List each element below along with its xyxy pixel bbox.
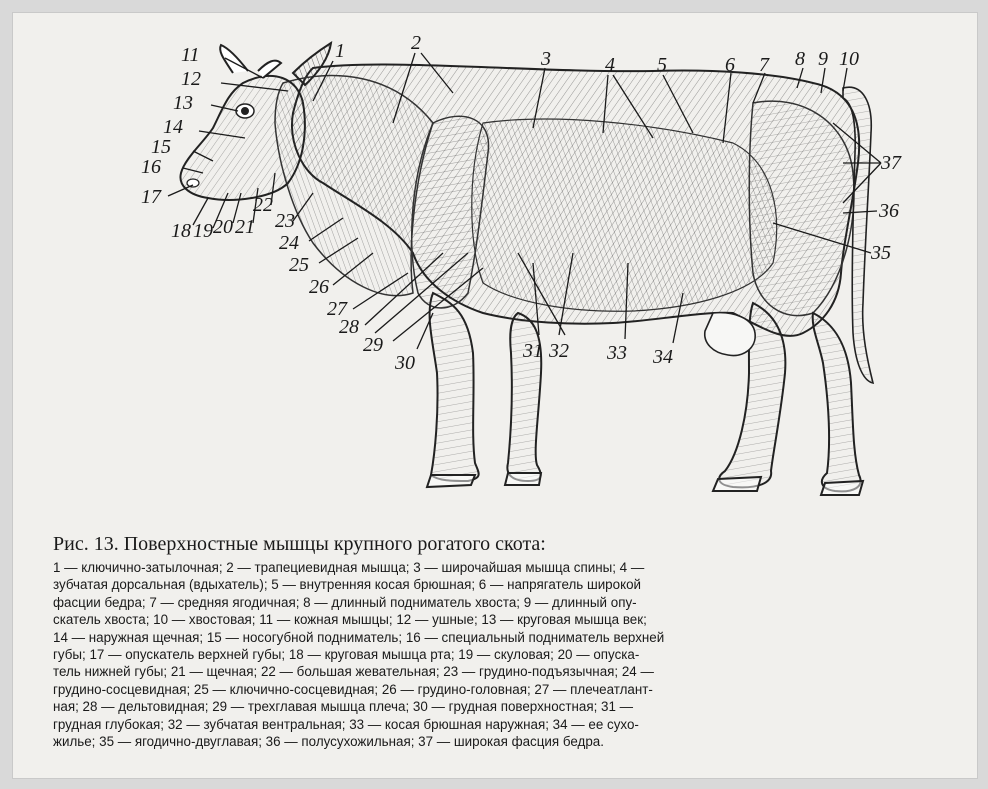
label-28: 28 <box>339 316 359 338</box>
label-33: 33 <box>607 342 627 364</box>
caption-line: губы; 17 — опускатель верхней губы; 18 — круговая мышца рта; 19 — скуловая; 20 — опуска- <box>53 647 640 663</box>
label-5: 5 <box>657 54 667 76</box>
page-scan <box>12 12 978 779</box>
cow-body <box>275 65 859 336</box>
label-9: 9 <box>818 48 828 70</box>
label-35: 35 <box>871 242 891 264</box>
caption-title: Рис. 13. Поверхностные мышцы крупного рогатого скота: <box>53 533 546 555</box>
label-13: 13 <box>173 92 193 114</box>
label-17: 17 <box>141 186 161 208</box>
label-22: 22 <box>253 194 273 216</box>
label-12: 12 <box>181 68 201 90</box>
label-37: 37 <box>881 152 901 174</box>
label-34: 34 <box>653 346 673 368</box>
label-18: 18 <box>171 220 191 242</box>
label-14: 14 <box>163 116 183 138</box>
label-10: 10 <box>839 48 859 70</box>
label-21: 21 <box>235 216 255 238</box>
label-36: 36 <box>879 200 899 222</box>
caption-line: грудная глубокая; 32 — зубчатая вентральная; 33 — косая брюшная наружная; 34 — ее сухо- <box>53 716 639 732</box>
label-25: 25 <box>289 254 309 276</box>
label-4: 4 <box>605 54 615 76</box>
cow-muscle-illustration <box>13 13 977 523</box>
label-7: 7 <box>759 54 769 76</box>
label-31: 31 <box>523 340 543 362</box>
label-6: 6 <box>725 54 735 76</box>
label-27: 27 <box>327 298 347 320</box>
label-20: 20 <box>213 216 233 238</box>
label-19: 19 <box>193 220 213 242</box>
label-29: 29 <box>363 334 383 356</box>
caption-line: фасции бедра; 7 — средняя ягодичная; 8 — длинный подниматель хвоста; 9 — длинный опу- <box>53 594 637 610</box>
caption-line: 14 — наружная щечная; 15 — носогубной подниматель; 16 — специальный подниматель верхней <box>53 629 665 645</box>
label-3: 3 <box>541 48 551 70</box>
label-32: 32 <box>549 340 569 362</box>
caption-line: 1 — ключично-затылочная; 2 — трапециевидная мышца; 3 — широчайшая мышца спины; 4 — <box>53 560 645 575</box>
caption-line: тель нижней губы; 21 — щечная; 22 — большая жевательная; 23 — грудино-подъязычная; 24 — <box>53 664 654 680</box>
label-1: 1 <box>335 40 345 62</box>
label-26: 26 <box>309 276 329 298</box>
caption-line: ная; 28 — дельтовидная; 29 — трехглавая мышца плеча; 30 — грудная поверхностная; 31 — <box>53 699 634 715</box>
label-24: 24 <box>279 232 299 254</box>
caption-line: жилье; 35 — ягодично-двуглавая; 36 — полусухожильная; 37 — широкая фасция бедра. <box>53 734 604 750</box>
caption-line: зубчатая дорсальная (вдыхатель); 5 — внутренняя косая брюшная; 6 — напрягатель широкой <box>53 577 642 593</box>
label-8: 8 <box>795 48 805 70</box>
figure-caption <box>53 533 973 750</box>
label-23: 23 <box>275 210 295 232</box>
label-30: 30 <box>395 352 415 374</box>
label-15: 15 <box>151 136 171 158</box>
label-16: 16 <box>141 156 161 178</box>
caption-line: скатель хвоста; 10 — хвостовая; 11 — кожная мышцы; 12 — ушные; 13 — круговая мышца век; <box>53 612 647 628</box>
caption-line: грудино-сосцевидная; 25 — ключично-сосцевидная; 26 — грудино-головная; 27 — плечеатлант- <box>53 681 653 697</box>
label-2: 2 <box>411 32 421 54</box>
caption-legend <box>53 559 973 750</box>
label-11: 11 <box>181 44 200 66</box>
